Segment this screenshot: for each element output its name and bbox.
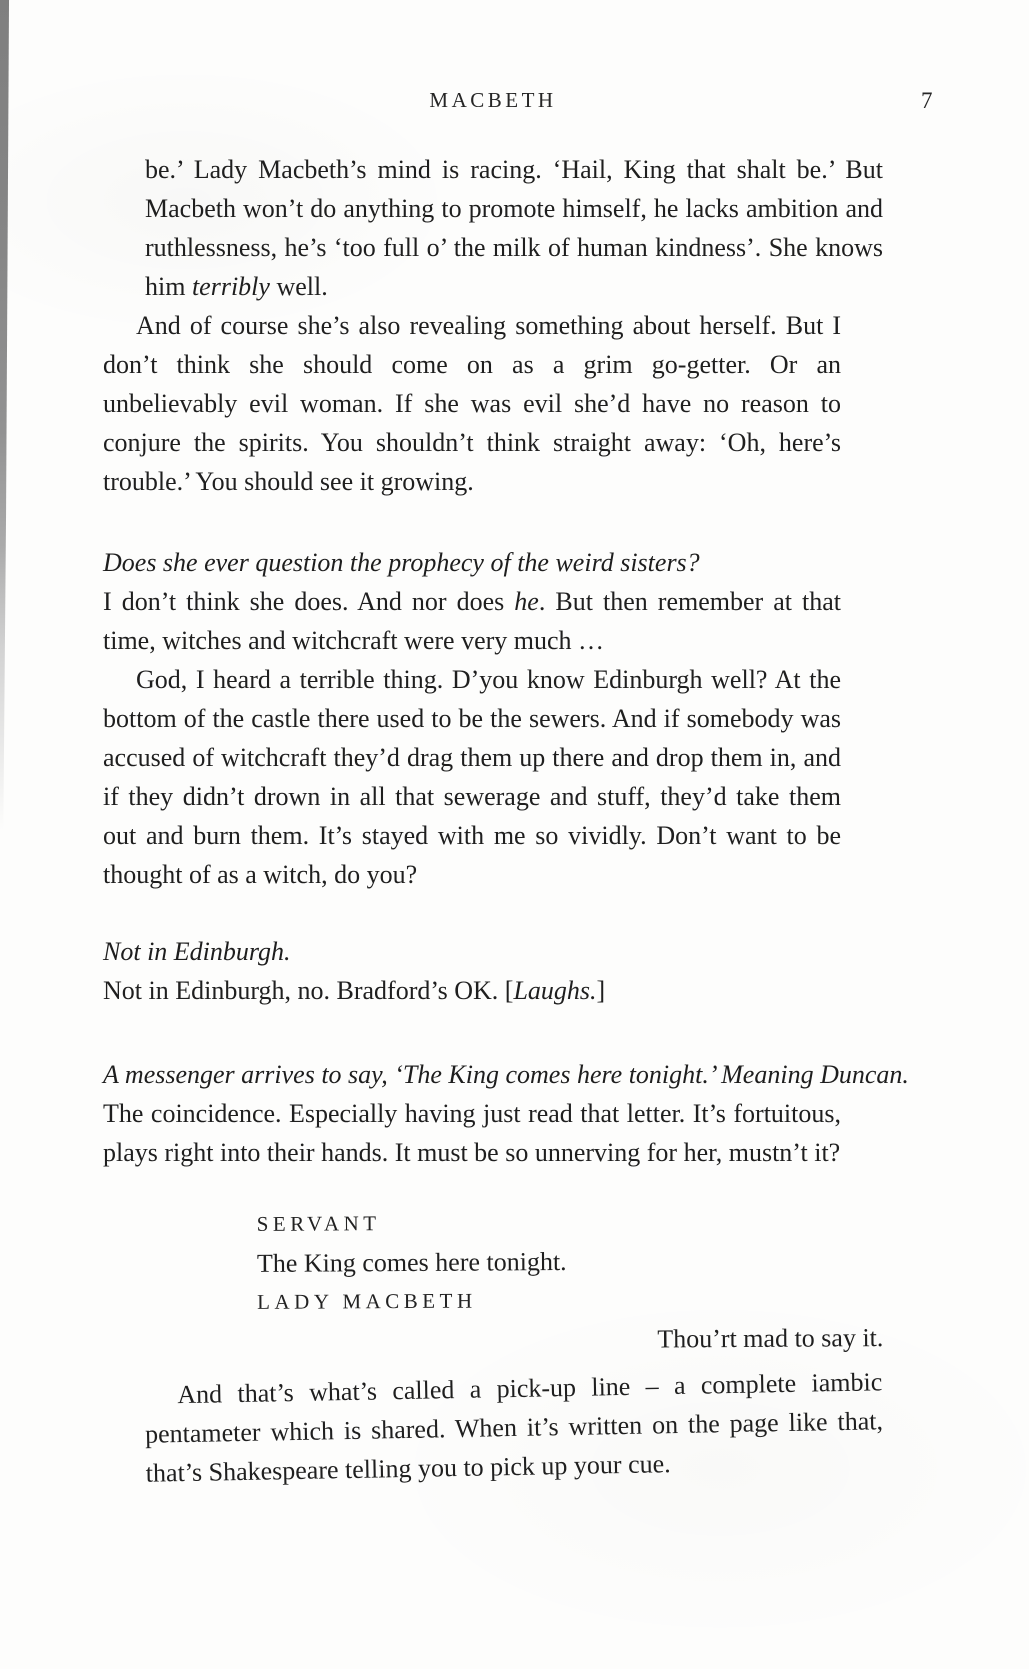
answer-text: Not in Edinburgh, no. Bradford’s OK. [ [103,976,514,1005]
speaker-label: SERVANT [256,1211,381,1236]
answer-text: . But then remember at that time, witches and witchcraft were very much … [103,587,841,655]
interview-question: Does she ever question the prophecy of the weird sisters? [103,548,700,577]
answer-text: be.’ Lady Macbeth’s mind is racing. ‘Hail, King that shalt be.’ But Macbeth won’t do anything to promote himself, he lacks ambition and ruthlessness, he’s ‘too full o’ the milk of human kindness’. She knows him [145,155,883,301]
answer-paragraph-continued [145,150,883,306]
answer-paragraph [103,971,841,1010]
speaker-label: LADY MACBETH [257,1288,477,1314]
answer-text: ] [596,976,606,1005]
interview-question: Not in Edinburgh. [103,937,291,966]
answer-paragraph: The coincidence. Especially having just read that letter. It’s fortuitous, plays right into their hands. It must be so unnerving for her, mustn’t it? [103,1099,841,1167]
answer-paragraph: God, I heard a terrible thing. D’you know Edinburgh well? At the bottom of the castle there used to be the sewers. And if somebody was accused of witchcraft they’d drag them up there and drop them in, and if they didn’t drown in all that sewerage and stuff, they’d take them out and burn them. It’s stayed with me so vividly. Don’t want to be thought of as a witch, do you? [103,665,841,889]
dialogue-line: The King comes here tonight. [256,1247,567,1278]
answer-text: I don’t think she does. And nor does [103,587,515,616]
play-quotation-block [257,1201,884,1361]
answer-paragraph: And of course she’s also revealing something about herself. But I don’t think she should come on as a grim go-getter. Or an unbelievably evil woman. If she was evil she’d have no reason to conjure the spirits. You shouldn’t think straight away: ‘Oh, here’s trouble.’ You should see it growing. [103,311,841,496]
page-number: 7 [921,88,933,113]
emphasis: terribly [191,272,270,301]
answer-paragraph [103,582,841,660]
dialogue-line: Thou’rt mad to say it. [657,1323,884,1354]
running-head: MACBETH [429,88,557,112]
stage-direction: Laughs. [513,976,597,1005]
answer-paragraph: And that’s what’s called a pick-up line – a complete iambic pentameter which is shared. When it’s written on the page like that, that’s Shakespeare telling you to pick up your cue. [144,1367,884,1488]
emphasis: he [514,587,539,616]
scan-edge-artifact [0,0,11,830]
interview-question: A messenger arrives to say, ‘The King comes here tonight.’ Meaning Duncan. [103,1060,909,1089]
answer-text: well. [269,272,328,301]
page-text-block [103,150,909,1488]
